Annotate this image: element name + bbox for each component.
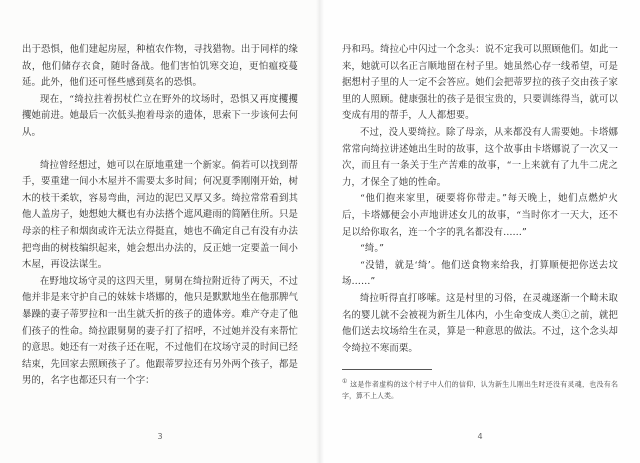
left-page-body (22, 42, 298, 390)
footnote-text: 这是作者虚构的这个村子中人们的信仰，认为新生儿刚出生时还没有灵魂，也没有名字，算不上人类。 (342, 380, 619, 400)
paragraph: 绮拉听得直打哆嗦。这是村里的习俗，在灵魂逐渐一个畸未取名的婴儿就不会被视为新生儿体内，小生命变成人类①之前，就把他们送去坟场给生在灵，算是一种意思的做法。不过，这个念头却令绮拉不寒而栗。 (342, 292, 618, 354)
paragraph: 绮拉曾经想过，她可以在原地重建一个新家。倘若可以找到帮手，要重建一间小木屋并不需要太多时间；何况夏季刚刚开始，树木的枝干柔软，容易弯曲，河边的泥巴又厚又多。绮拉常常看到其他人盖房子，她想她大概也有办法搭个遮风避雨的简陋住所。只是母亲的柱子和烟囱或许无法立得挺直，她也不确定自己有没有办法把弯曲的树枝编织起来，她会想出办法的，反正她一定要盖一间小木屋，再设法谋生。 (22, 159, 298, 271)
right-page (320, 0, 640, 463)
footnote-marker: ① (342, 378, 348, 386)
footnote (342, 376, 618, 401)
section-gap (22, 142, 298, 158)
footnote-rule (342, 369, 432, 370)
paragraph: “没错，就是‘绮’。他们送食物来给我，打算顺便把你送去坟场……” (342, 259, 618, 288)
paragraph: 丹和玛。绮拉心中闪过一个念头：说不定我可以照顾他们。如此一来，她就可以名正言顺地留在村子里。她虽然心存一线希望，可是据想村子里的人一定不会答应。她们会把蒂罗拉的孩子交由孩子家里的人照顾。健康强壮的孩子是很宝贵的，只要训练得当，就可以变成有用的帮手，人人都想要。 (342, 44, 618, 122)
page-number: 3 (157, 432, 163, 441)
paragraph: “绮。” (360, 243, 385, 255)
page-number: 4 (477, 432, 483, 441)
right-page-body (342, 42, 618, 402)
book-gutter (316, 0, 324, 463)
paragraph: 不过，没人要绮拉。除了母亲，从来都没有人需要她。卡塔娜常常向绮拉讲述她出生时的故事，这个故事由卡塔娜说了一次又一次，而且有一条关于生产苦难的故事，“一上来就有了九牛二虎之力，才保全了她的性命。 (342, 126, 618, 188)
paragraph: 在野地坟场守灵的这四天里，舅舅在绮拉附近待了两天，不过他并非是来守护自己的妹妹卡塔娜的，他只是默默地坐在他那脾气暴躁的妻子蒂罗拉和一出生就夭折的孩子的遗体旁。难产夺走了他们孩子的性命。绮拉跟舅舅的妻子打了招呼，不过她并没有来帮忙的意思。她还有一对孩子还在呢，不过他们在坟场守灵的时间已经结束，先回家去照顾孩子了。他跟蒂罗拉还有另外两个孩子，都是男的，名字也都还只有一个字： (22, 275, 298, 387)
paragraph: 出于恐惧，他们建起房屋，种植农作物，寻找猎物。出于同样的缘故，他们储存衣食，随时备战。他们害怕饥寒交迫，更怕瘟疫蔓延。此外，他们还可怪些感到莫名的恐惧。 (22, 44, 298, 89)
paragraph: 现在，“绮拉拄着拐杖伫立在野外的坟场时，恐惧又再度攫攫攫她前进。她最后一次低头抱着母亲的遗体，思索下一步该何去何从。 (22, 93, 298, 138)
paragraph: “他们抱来家里，硬要将你带走。”每天晚上，她们点燃炉火后，卡塔娜便会小声地讲述女儿的故事，“当时你才一天大，还不足以给你取名，连一个字的乳名都没有……” (342, 193, 618, 238)
